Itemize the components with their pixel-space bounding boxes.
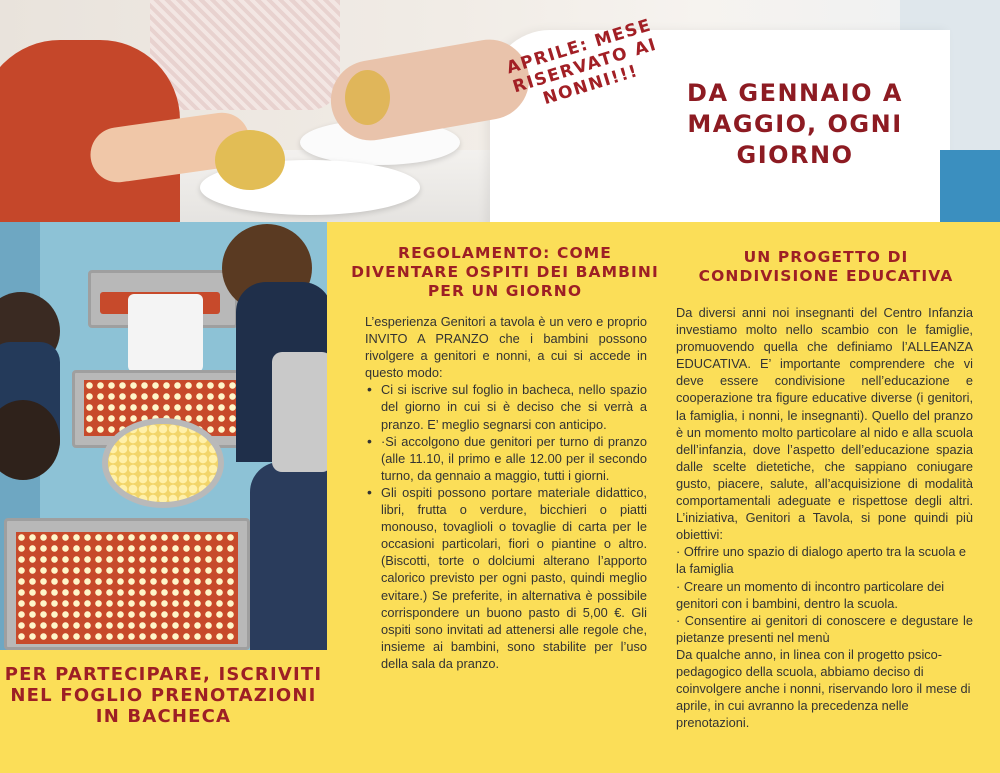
cheese-bowl (102, 418, 224, 508)
container (128, 294, 203, 372)
project-paragraph: Da diversi anni noi insegnanti del Centro Infanzia investiamo molto nello scambio con le famiglie, promuovendo quella che definiamo l’ALLEANZA EDUCATIVA. E’ importante comprendere che vi deve essere condivisione nell’educazione e cooperazione tra figure educative diverse (i genitori, la famiglia, i nonni, le insegnanti). Quello del pranzo è un momento molto particolare al nido e alla scuola dell’infanzia, dove l’aspetto dell’educazione spazia dalle scelte dietetiche, che sappiano coniugare gusto, piacere, salute, all’acquisizione di modalità comportamentali adeguate e rispettose degli altri. L’iniziativa, Genitori a Tavola, si pone quindi più obiettivi: (676, 305, 973, 543)
project-heading: UN PROGETTO DI CONDIVISIONE EDUCATIVA (698, 248, 954, 285)
list-item: • ·Si accolgono due genitori per turno di pranzo (alle 11.10, il primo e alle 12.00 per il secondo turno, da gennaio a maggio, tutti i giorni. (365, 433, 647, 484)
project-body (676, 304, 973, 731)
blue-chair (940, 150, 1000, 222)
child-body (250, 462, 327, 650)
child-body (272, 352, 327, 472)
project-point: · Offrire uno spazio di dialogo aperto tra la scuola e la famiglia (676, 544, 966, 577)
project-point: · Creare un momento di incontro particolare dei genitori con i bambini, dentro la scuola. (676, 578, 945, 611)
pizza-photo (0, 222, 327, 650)
list-item: • Gli ospiti possono portare materiale didattico, libri, frutta o verdure, bicchieri o piatti monouso, tovaglioli o tovaglie di carta per le occasioni particolari, fiori o piantine o altro. (Biscotti, torte o dolciumi alterano l’apporto calorico previsto per ogni pasto, quindi meglio evitare.) Se preferite, in alternativa è possibile corrispondere un buono pasto di 5,00 €. Gli ospiti sono invitati ad attenersi alle regole che, insieme ai bambini, sono stabilite per l’uso della sala da pranzo. (365, 484, 647, 672)
list-item: • Ci si iscrive sul foglio in bacheca, nello spazio del giorno in cui si è deciso che si verrà a pranzo. E’ meglio segnarsi con anticipo. (365, 381, 647, 432)
rules-intro: L’esperienza Genitori a tavola è un vero e proprio INVITO A PRANZO che i bambini possono rivolgere a genitori e nonni, a cui si accede in questo modo: (365, 314, 647, 381)
project-point: · Consentire ai genitori di conoscere e degustare le pietanze presenti nel menù (676, 612, 973, 645)
apron (150, 0, 340, 110)
banner-title: DA GENNAIO A MAGGIO, OGNI GIORNO (687, 79, 903, 169)
potato (215, 130, 285, 190)
rules-body (365, 313, 647, 672)
registration-callout: PER PARTECIPARE, ISCRIVITI NEL FOGLIO PRENOTAZIONI IN BACHECA (4, 664, 323, 727)
banner-tag: APRILE: MESE RISERVATO AI NONNI!!! (504, 15, 660, 110)
pizza (16, 532, 238, 644)
potato (345, 70, 390, 125)
project-paragraph: Da qualche anno, in linea con il progetto psico-pedagogico della scuola, abbiamo deciso di coinvolgere anche i nonni, riservando loro il mese di aprile, in cui avranno la precedenza nelle prenotazioni. (676, 646, 971, 731)
rules-heading: REGOLAMENTO: COME DIVENTARE OSPITI DEI BAMBINI PER UN GIORNO (351, 244, 659, 300)
rules-list (365, 381, 647, 672)
